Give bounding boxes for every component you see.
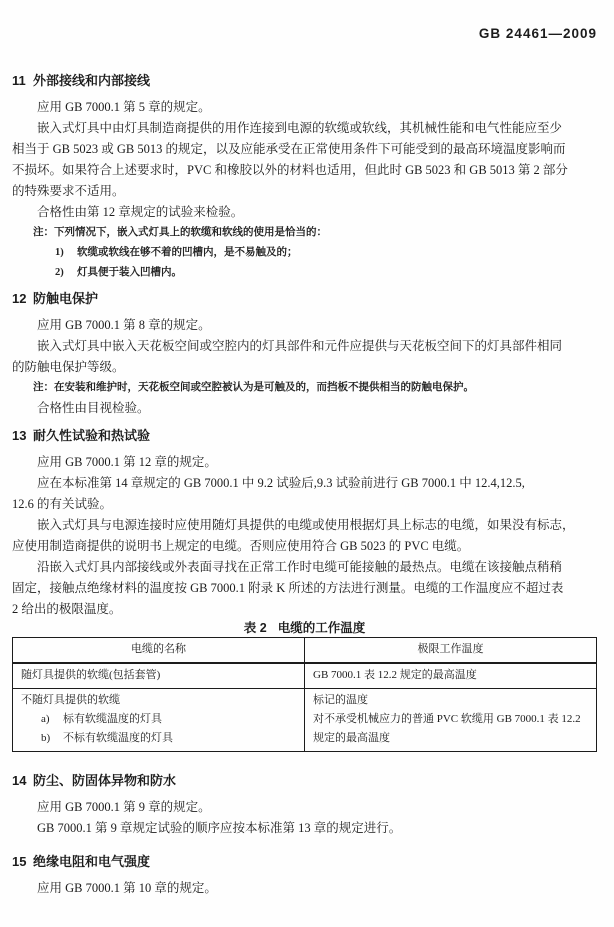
section-12-heading — [12, 288, 597, 309]
table-header-cell: 电缆的名称 — [13, 638, 305, 662]
standard-code-header: GB 24461—2009 — [478, 26, 597, 41]
section-13-heading — [12, 425, 597, 446]
section-number: 11 — [12, 73, 26, 88]
table-cell: 随灯具提供的软缆(包括套管) — [13, 664, 305, 688]
cell-line: 不随灯具提供的软缆 — [21, 694, 120, 706]
list-marker: a) — [41, 713, 50, 725]
paragraph-line: 应用 GB 7000.1 第 5 章的规定。 — [37, 100, 211, 114]
list-text: 不标有软缆温度的灯具 — [63, 732, 173, 744]
section-number: 13 — [12, 428, 27, 443]
paragraph-line: 的特殊要求不适用。 — [12, 184, 125, 198]
paragraph-line: 嵌入式灯具与电源连接时应使用随灯具提供的电缆或使用根据灯具上标志的电缆，如果没有标志， — [37, 518, 575, 532]
table-header-cell: 极限工作温度 — [417, 643, 484, 655]
paragraph-line: 应使用制造商提供的说明书上规定的电缆。否则应使用符合 GB 5023 的 PVC 电缆。 — [12, 539, 470, 553]
paragraph-line: 应用 GB 7000.1 第 9 章的规定。 — [37, 800, 211, 814]
paragraph-line: 应用 GB 7000.1 第 12 章的规定。 — [37, 455, 217, 469]
note-line: 注：在安装和维护时，天花板空间或空腔被认为是可触及的，而挡板不提供相当的防触电保护。 — [33, 382, 474, 393]
list-marker: 1) — [55, 247, 64, 258]
paragraph-line: 沿嵌入式灯具内部接线或外表面寻找在正常工作时电缆可能接触的最热点。电缆在该接触点稍稍 — [37, 560, 563, 574]
section-title: 防触电保护 — [33, 291, 99, 306]
section-title: 防尘、防固体异物和防水 — [33, 773, 177, 788]
table-header-row — [13, 638, 596, 663]
note-line: 注：下列情况下，嵌入式灯具上的软缆和软线的使用是恰当的： — [33, 227, 327, 238]
paragraph-line: 应用 GB 7000.1 第 10 章的规定。 — [37, 881, 217, 895]
paragraph-line: 嵌入式灯具中由灯具制造商提供的用作连接到电源的软缆或软线，其机械性能和电气性能应至少 — [37, 121, 563, 135]
list-text: 软缆或软线在够不着的凹槽内，是不易触及的； — [77, 247, 298, 258]
section-title: 耐久性试验和热试验 — [33, 428, 151, 443]
table-cell: GB 7000.1 表 12.2 规定的最高温度 — [313, 669, 477, 681]
table-cell — [13, 689, 305, 751]
list-text: 灯具便于装入凹槽内。 — [77, 267, 182, 278]
cell-list-item — [21, 710, 304, 729]
table-caption-label: 表 2 — [243, 621, 267, 635]
paragraph-line: 12.6 的有关试验。 — [12, 497, 113, 511]
section-number: 15 — [12, 854, 27, 869]
paragraph-line: 相当于 GB 5023 或 GB 5013 的规定，以及应能承受在正常使用条件下可能受到的最高环境温度影响而 — [12, 142, 566, 156]
section-11-heading — [12, 70, 597, 91]
paragraph-line: 应用 GB 7000.1 第 8 章的规定。 — [37, 318, 211, 332]
section-number: 14 — [12, 773, 27, 788]
paragraph-line: GB 7000.1 第 9 章规定试验的顺序应按本标准第 13 章的规定进行。 — [37, 821, 402, 835]
paragraph-line: 应在本标准第 14 章规定的 GB 7000.1 中 9.2 试验后,9.3 试验前进行 GB 7000.1 中 12.4,12.5, — [37, 476, 525, 490]
paragraph-line: 的防触电保护等级。 — [12, 360, 125, 374]
paragraph-line: 不损坏。如果符合上述要求时，PVC 和橡胶以外的材料也适用，但此时 GB 5023 和 GB 5013 第 2 部分 — [12, 163, 568, 177]
paragraph-line: 合格性由第 12 章规定的试验来检验。 — [37, 205, 244, 219]
table-row — [13, 688, 596, 751]
list-text: 标有软缆温度的灯具 — [63, 713, 162, 725]
cell-line: 对不承受机械应力的普通 PVC 软缆用 GB 7000.1 表 12.2 — [313, 713, 581, 725]
list-marker: b) — [41, 732, 51, 744]
section-number: 12 — [12, 291, 27, 306]
section-14-heading — [12, 770, 597, 791]
note-list-item — [12, 243, 597, 263]
paragraph-line: 固定，接触点绝缘材料的温度按 GB 7000.1 附录 K 所述的方法进行测量。电缆的工作温度应不超过表 — [12, 581, 564, 595]
section-15-heading — [12, 851, 597, 872]
paragraph-line: 2 给出的极限温度。 — [12, 602, 122, 616]
section-title: 绝缘电阻和电气强度 — [33, 854, 151, 869]
cell-line: 标记的温度 — [313, 694, 368, 706]
cable-temperature-table — [12, 637, 597, 752]
table-row — [13, 663, 596, 688]
list-marker: 2) — [55, 267, 64, 278]
paragraph-line: 合格性由目视检验。 — [37, 401, 150, 415]
cell-list-item — [21, 729, 304, 748]
cell-line: 规定的最高温度 — [313, 732, 390, 744]
section-title: 外部接线和内部接线 — [33, 73, 151, 88]
table-caption — [12, 620, 597, 636]
note-list-item — [12, 263, 597, 283]
table-cell — [305, 689, 596, 751]
paragraph-line: 嵌入式灯具中嵌入天花板空间或空腔内的灯具部件和元件应提供与天花板空间下的灯具部件相同 — [37, 339, 563, 353]
table-caption-title: 电缆的工作温度 — [277, 621, 366, 635]
